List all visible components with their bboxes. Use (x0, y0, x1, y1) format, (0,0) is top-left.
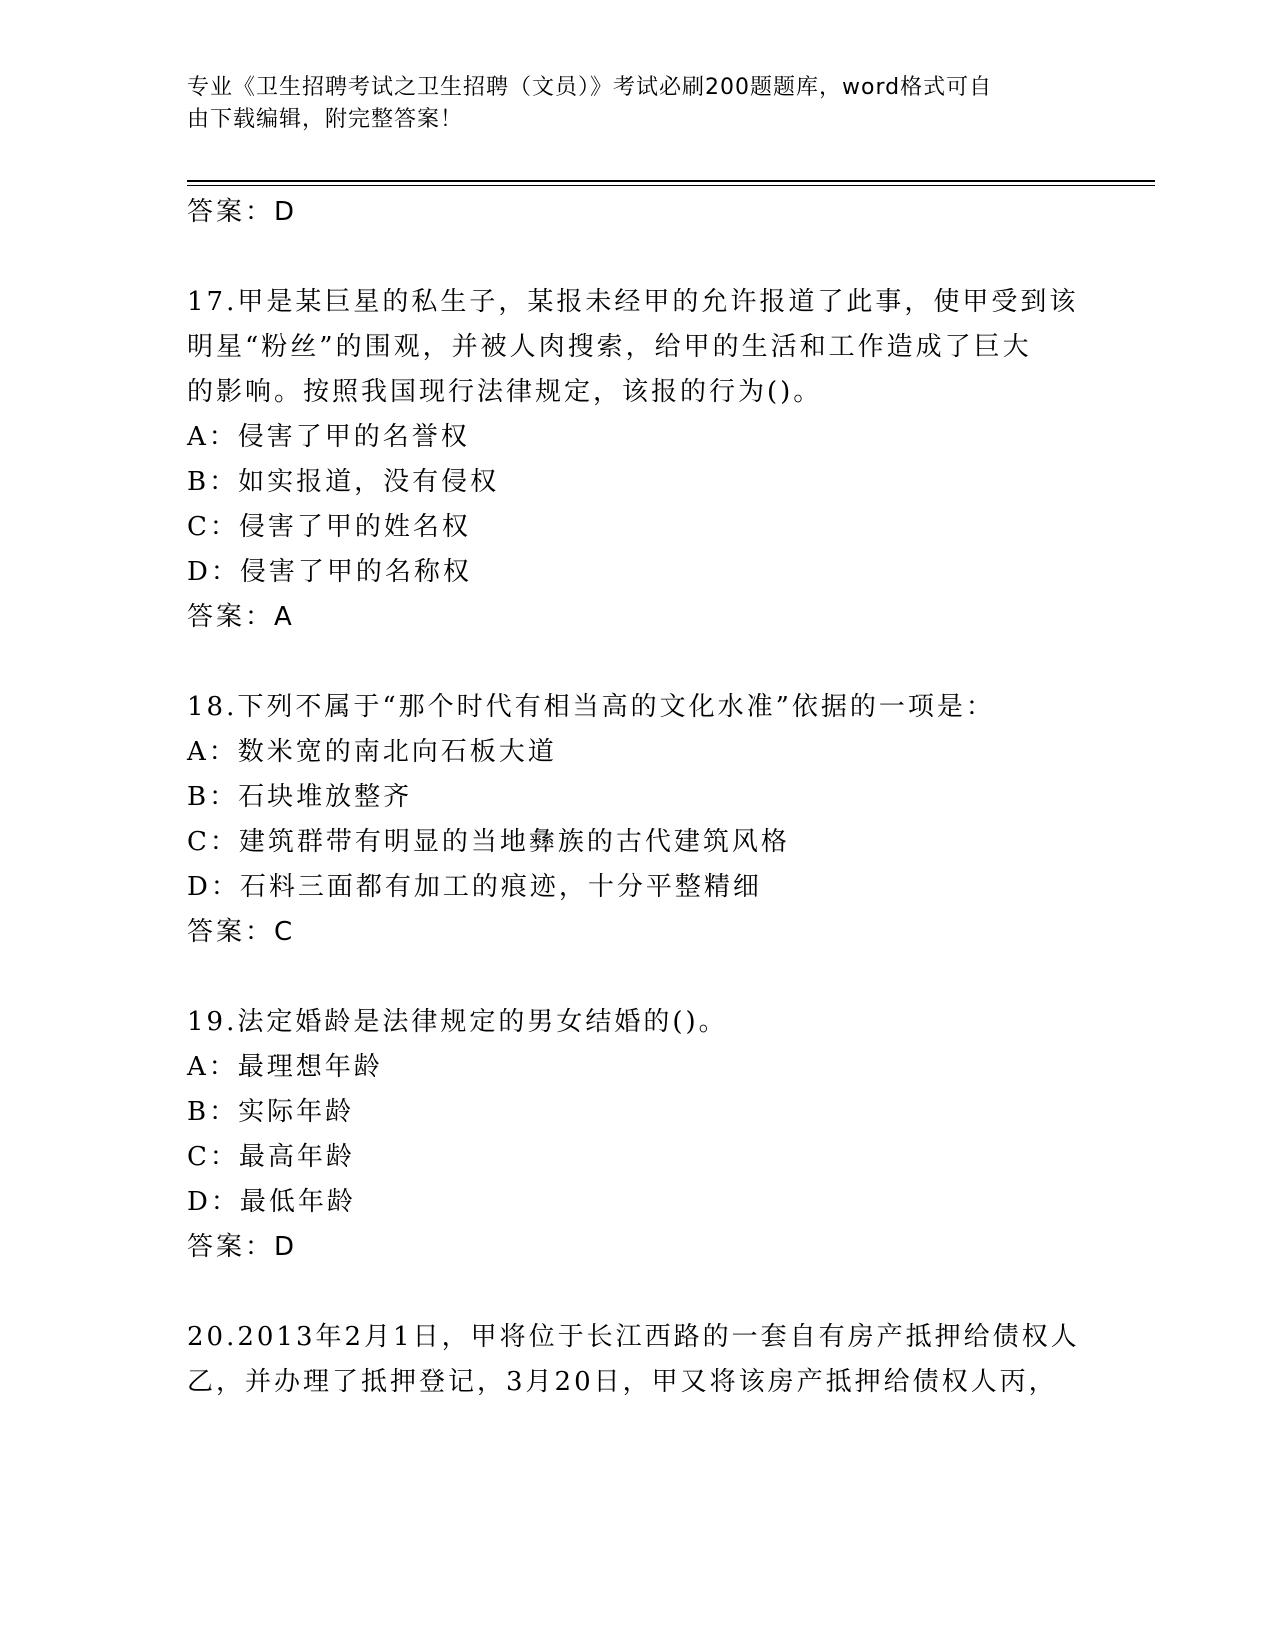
question-stem-line: 17.甲是某巨星的私生子，某报未经甲的允许报道了此事，使甲受到该 (187, 287, 1079, 317)
header-line-2: 由下载编辑，附完整答案！ (187, 107, 464, 132)
option-a: A：数米宽的南北向石板大道 (187, 737, 557, 767)
option-b: B：实际年龄 (187, 1097, 355, 1127)
option-c: C：侵害了甲的姓名权 (187, 512, 471, 542)
option-d: D：最低年龄 (187, 1187, 356, 1217)
option-b: B：石块堆放整齐 (187, 782, 413, 812)
option-a: A：最理想年龄 (187, 1052, 383, 1082)
header-line-1: 专业《卫生招聘考试之卫生招聘（文员）》考试必刷200题题库，word格式可自 (187, 75, 993, 100)
question-stem-line: 20.2013年2月1日，甲将位于长江西路的一套自有房产抵押给债权人 (187, 1322, 1080, 1352)
option-a: A：侵害了甲的名誉权 (187, 422, 470, 452)
document-body (187, 190, 1087, 1405)
header-rule-thin (187, 185, 1155, 186)
answer-line: 答案：D (187, 197, 298, 227)
option-c: C：最高年龄 (187, 1142, 355, 1172)
question-stem-line: 的影响。按照我国现行法律规定，该报的行为()。 (187, 377, 823, 407)
question-18 (187, 685, 1087, 954)
header-rule-thick (187, 180, 1155, 182)
document-header (187, 72, 1087, 136)
spacer (187, 234, 1087, 280)
question-17 (187, 280, 1087, 639)
question-stem-line: 乙，并办理了抵押登记，3月20日，甲又将该房产抵押给债权人丙， (187, 1367, 1058, 1397)
option-d: D：石料三面都有加工的痕迹，十分平整精细 (187, 872, 762, 902)
answer-line: 答案：A (187, 602, 295, 632)
question-19 (187, 1000, 1087, 1269)
option-b: B：如实报道，没有侵权 (187, 467, 500, 497)
question-stem-line: 18.下列不属于“那个时代有相当高的文化水准”依据的一项是： (187, 692, 995, 722)
question-stem-line: 19.法定婚龄是法律规定的男女结婚的()。 (187, 1007, 728, 1037)
answer-line: 答案：C (187, 917, 296, 947)
answer-line: 答案：D (187, 1232, 298, 1262)
question-20 (187, 1315, 1087, 1405)
option-c: C：建筑群带有明显的当地彝族的古代建筑风格 (187, 827, 790, 857)
spacer (187, 954, 1087, 1000)
question-stem-line: 明星“粉丝”的围观，并被人肉搜索，给甲的生活和工作造成了巨大 (187, 332, 1032, 362)
spacer (187, 639, 1087, 685)
spacer (187, 1269, 1087, 1315)
option-d: D：侵害了甲的名称权 (187, 557, 472, 587)
